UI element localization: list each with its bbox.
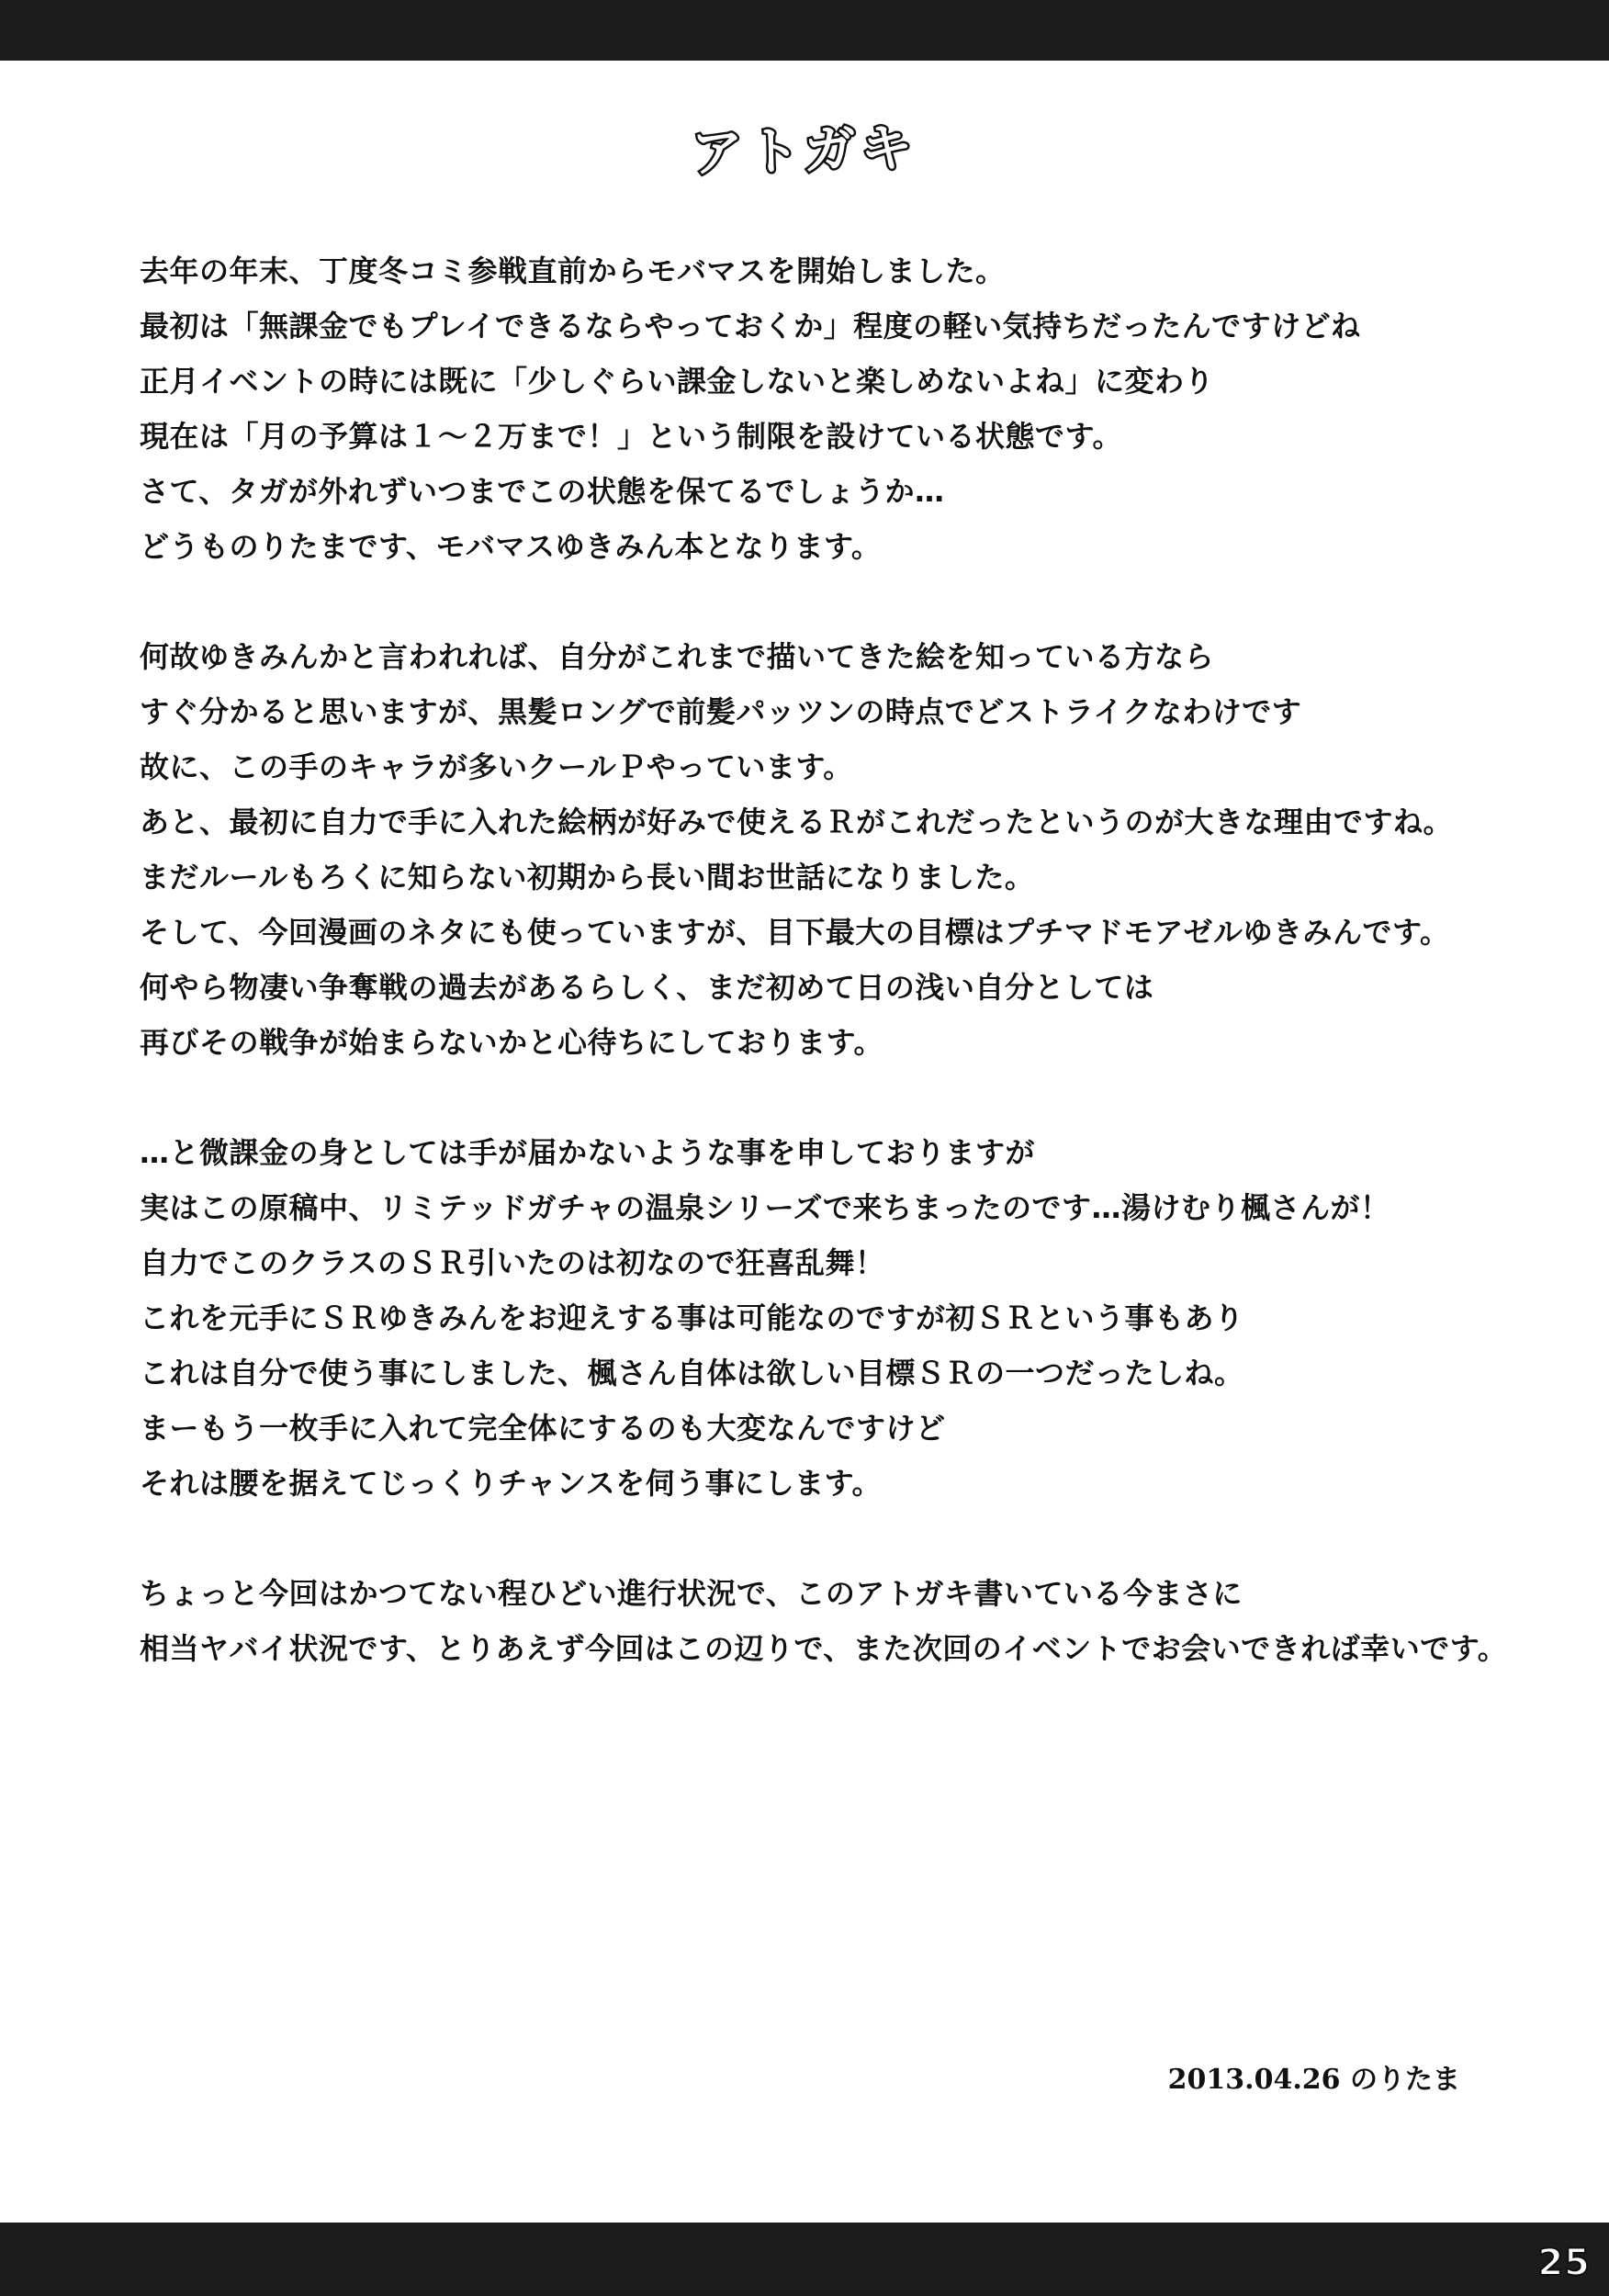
afterword-body [140,243,1591,1731]
top-border-band [0,0,1609,61]
text-line: 現在は「月の予算は１～２万まで！」という制限を設けている状態です。 [140,419,1122,454]
paragraph-1 [140,243,1591,574]
paragraph-4 [140,1566,1591,1676]
text-line: まだルールもろくに知らない初期から長い間お世話になりました。 [140,860,1035,895]
paragraph-2 [140,629,1591,1070]
page-number: 25 [1537,2242,1591,2284]
date-signature: 2013.04.26 のりたま [1167,2064,1460,2096]
page-title: アトガキ [691,118,918,185]
text-line: 故に、この手のキャラが多いクールＰやっています。 [140,749,853,784]
text-line: これを元手にＳＲゆきみんをお迎えする事は可能なのですが初ＳＲという事もあり [140,1300,1244,1335]
text-line: 自力でこのクラスのＳＲ引いたのは初なので狂喜乱舞！ [140,1245,885,1280]
text-line: あと、最初に自力で手に入れた絵柄が好みで使えるＲがこれだったというのが大きな理由ですね。 [140,805,1454,839]
text-line: 実はこの原稿中、リミテッドガチャの温泉シリーズで来ちまったのです…湯けむり楓さんが！ [140,1190,1390,1225]
text-line: どうものりたまです、モバマスゆきみん本となります。 [140,529,882,564]
paragraph-3 [140,1125,1591,1511]
text-line: 去年の年末、丁度冬コミ参戦直前からモバマスを開始しました。 [140,253,1006,288]
text-line: すぐ分かると思いますが、黒髪ロングで前髪パッツンの時点でどストライクなわけです [140,694,1302,729]
text-line: 何故ゆきみんかと言われれば、自分がこれまで描いてきた絵を知っている方なら [140,639,1215,674]
text-line: ちょっと今回はかつてない程ひどい進行状況で、このアトガキ書いている今まさに [140,1576,1243,1611]
text-line: 最初は「無課金でもプレイできるならやっておくか」程度の軽い気持ちだったんですけどね [140,309,1361,343]
text-line: 正月イベントの時には既に「少しぐらい課金しないと楽しめないよね」に変わり [140,364,1215,399]
text-line: 何やら物凄い争奪戦の過去があるらしく、まだ初めて日の浅い自分としては [140,970,1154,1005]
bottom-border-band [0,2223,1609,2296]
text-line: これは自分で使う事にしました、楓さん自体は欲しい目標ＳＲの一つだったしね。 [140,1356,1244,1390]
text-line: まーもう一枚手に入れて完全体にするのも大変なんですけど [140,1411,946,1446]
text-line: さて、タガが外れずいつまでこの状態を保てるでしょうか… [140,474,945,509]
text-line: 再びその戦争が始まらないかと心待ちにしております。 [140,1025,883,1060]
text-line: 相当ヤバイ状況です、とりあえず今回はこの辺りで、また次回のイベントでお会いできれば幸いです。 [140,1631,1508,1666]
text-line: …と微課金の身としては手が届かないような事を申しておりますが [140,1135,1036,1170]
text-line: そして、今回漫画のネタにも使っていますが、目下最大の目標はプチマドモアゼルゆきみんです。 [140,915,1450,950]
text-line: それは腰を据えてじっくりチャンスを伺う事にします。 [140,1466,883,1501]
